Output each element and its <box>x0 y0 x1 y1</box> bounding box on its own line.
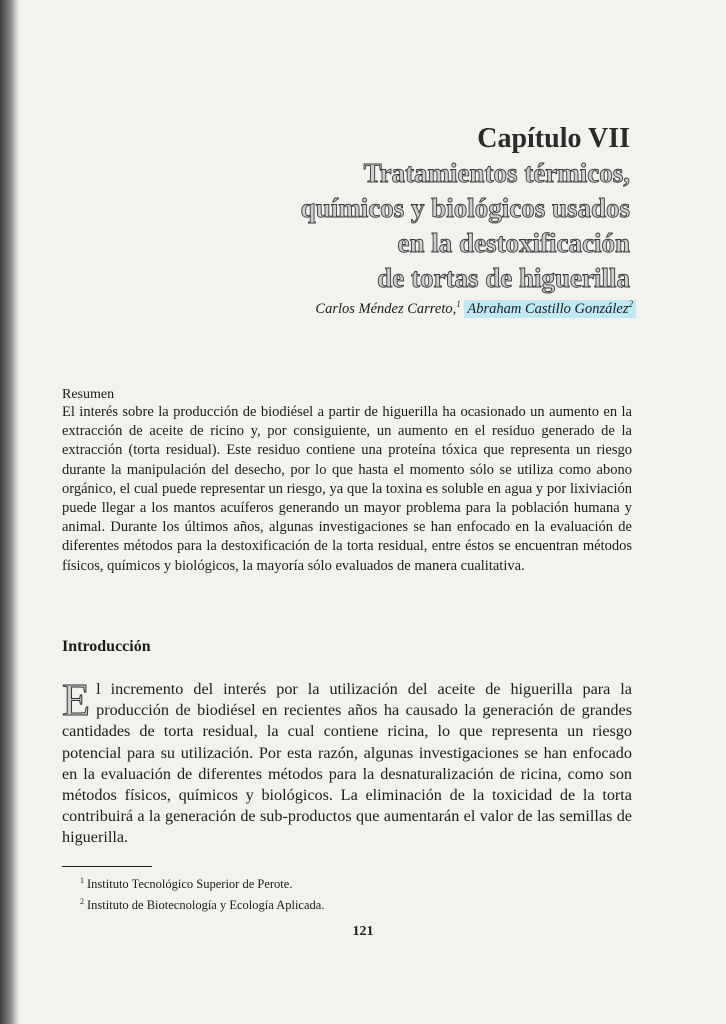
footnote-1-mark: 1 <box>80 876 84 885</box>
author-line <box>315 299 636 318</box>
page-number: 121 <box>352 924 374 939</box>
footnote-1 <box>80 872 324 893</box>
author-1-affiliation-mark: 1 <box>456 299 461 309</box>
abstract-body: El interés sobre la producción de biodiésel a partir de higuerilla ha ocasionado un aumento en la extracción de aceite de ricino y, por consiguiente, un aumento en el residuo generado de la extracción (torta residual). Este residuo contiene una proteína tóxica que representa un riesgo durante la manipulación del desecho, por lo que hasta el momento sólo se utiliza como abono orgánico, el cual puede representar un riesgo, ya que la toxina es soluble en agua y por lixiviación puede llegar a los mantos acuíferos generando un mayor problema para la población humana y animal. Durante los últimos años, algunas investigaciones se han enfocado en la evaluación de diferentes métodos para la destoxificación de la torta residual, entre éstos se encuentran métodos físicos, químicos y biológicos, la mayoría sólo evaluados de manera cualitativa. <box>62 404 632 574</box>
author-1-name: Carlos Méndez Carreto, <box>315 300 457 317</box>
introduction-body: l incremento del interés por la utilización del aceite de higuerilla para la producción de biodiésel en recientes años ha causado la generación de grandes cantidades de torta residual, la cual contiene ricina, lo que representa un riesgo potencial para su utilización. Por esta razón, algunas investigaciones se han enfocado en la evaluación de diferentes métodos para la desnaturalización de ricina, como son métodos físicos, químicos y biológicos. La eliminación de la toxicidad de la torta contribuirá a la generación de sub-productos que aumentarán el valor de las semillas de higuerilla. <box>62 680 632 847</box>
footnote-2-text: Instituto de Biotecnología y Ecología Aplicada. <box>87 898 325 913</box>
footnote-2 <box>80 893 324 914</box>
footnote-divider <box>62 866 152 867</box>
author-2-affiliation-mark: 2 <box>628 299 633 309</box>
footnote-2-mark: 2 <box>80 897 84 907</box>
chapter-title-line-3: en la destoxificación <box>397 228 630 258</box>
drop-cap-letter: E <box>62 674 91 725</box>
chapter-number: Capítulo VII <box>477 123 630 154</box>
abstract-section <box>62 386 632 576</box>
chapter-heading <box>301 122 630 296</box>
footnotes <box>80 872 324 914</box>
footnote-1-text: Instituto Tecnológico Superior de Perote. <box>87 877 293 892</box>
chapter-title-line-1: Tratamientos térmicos, <box>363 158 630 188</box>
author-2-name: Abraham Castillo González <box>467 300 629 317</box>
chapter-title-line-2: químicos y biológicos usados <box>300 193 630 223</box>
author-2-highlighted[interactable] <box>464 300 636 318</box>
introduction-heading: Introducción <box>62 638 151 655</box>
chapter-title-line-4: de tortas de higuerilla <box>377 263 630 293</box>
introduction-section <box>62 674 632 849</box>
book-spine-shadow <box>0 0 20 1024</box>
abstract-heading: Resumen <box>62 387 115 402</box>
